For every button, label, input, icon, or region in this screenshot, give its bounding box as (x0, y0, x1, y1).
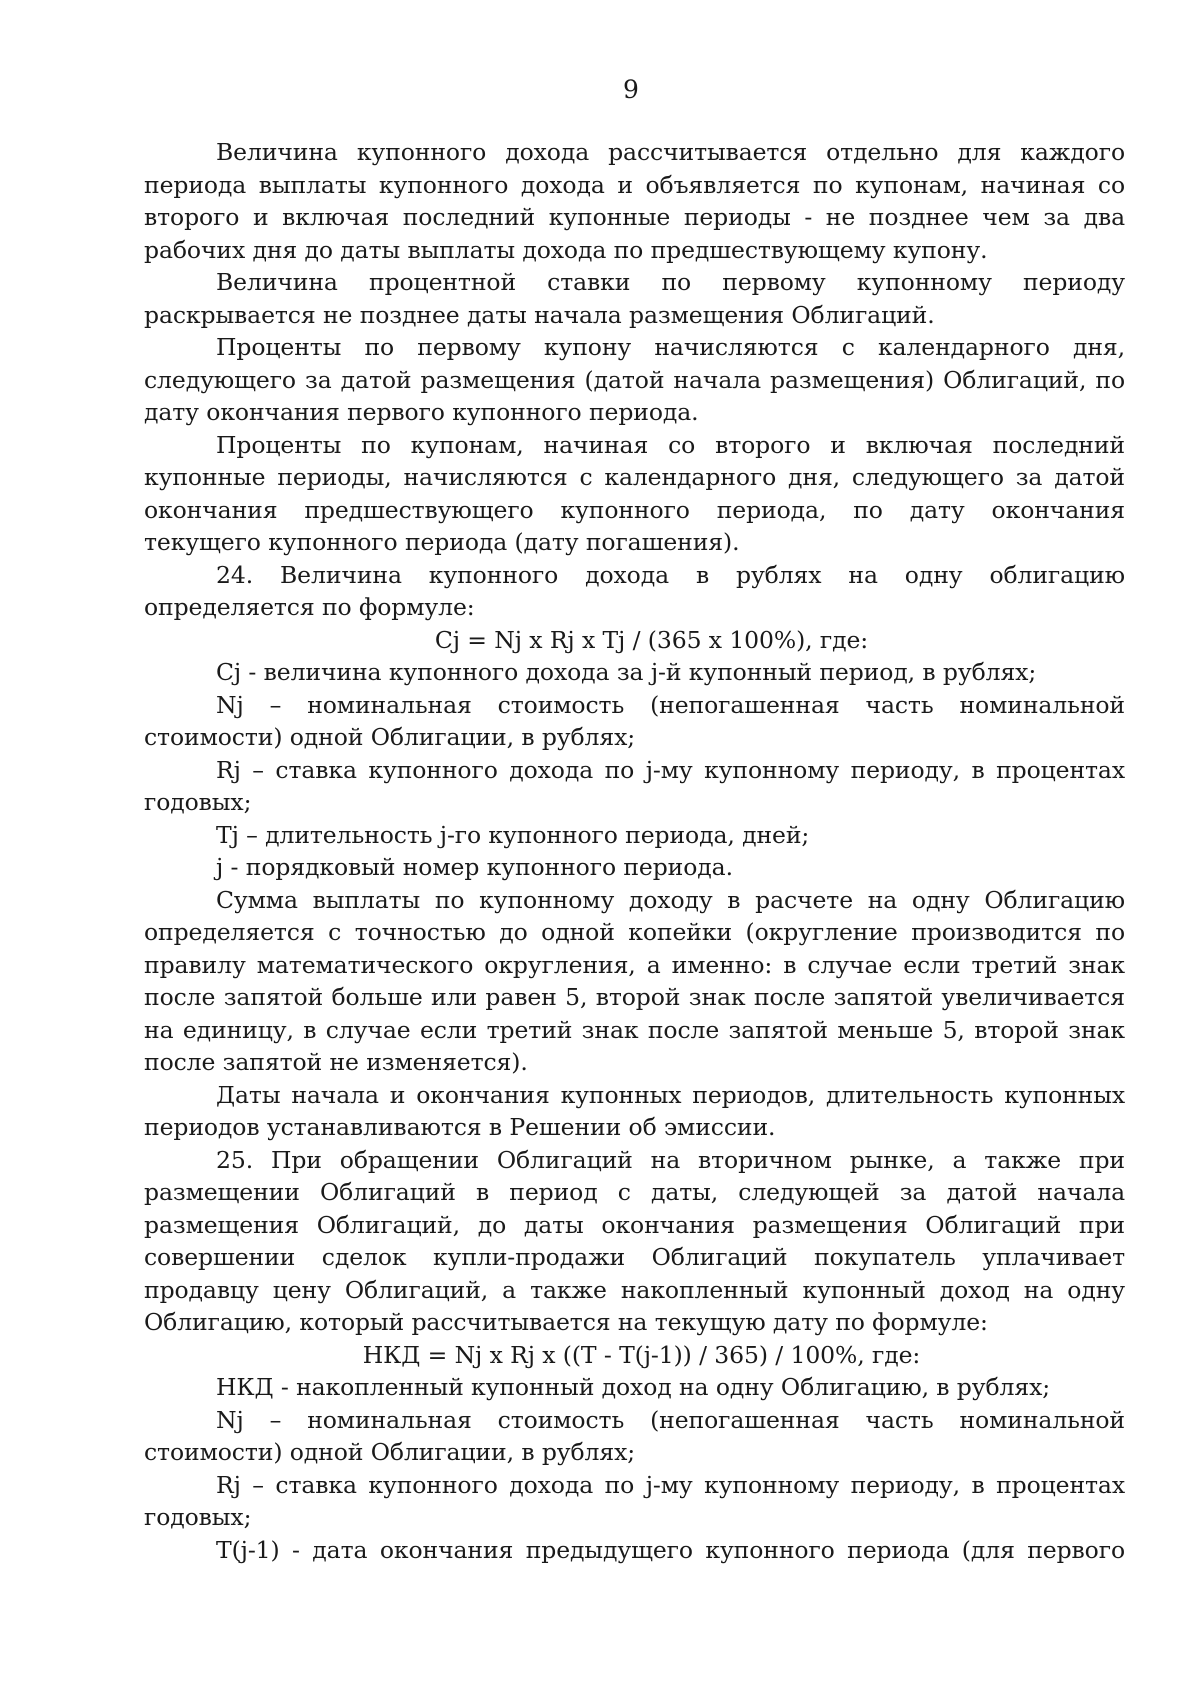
accrued-income-formula: НКД = Nj x Rj x ((T - T(j-1)) / 365) / 100%, где: (362, 1340, 921, 1369)
definition-nj-2: Nj – номинальная стоимость (непогашенная часть номинальной стоимости) одной Облигации, в рублях; (144, 1405, 1125, 1466)
paragraph-first-coupon-rate: Величина процентной ставки по первому купонному периоду раскрывается не позднее даты начала размещения Облигаций. (144, 268, 1125, 329)
paragraph-item-25: 25. При обращении Облигаций на вторичном рынке, а также при размещении Облигаций в период с даты, следующей за датой начала размещения Облигаций, до даты окончания размещения Облигаций при совершении сделок купли-продажи Облигаций покупатель уплачивает продавцу цену Облигаций, а также накопленный купонный доход на одну Облигацию, который рассчитывается на текущую дату по формуле: (144, 1145, 1125, 1336)
coupon-income-formula: Cj = Nj x Rj x Tj / (365 x 100%), где: (434, 625, 869, 654)
page-number: 9 (623, 75, 639, 104)
definition-t-j-minus-1: T(j-1) - дата окончания предыдущего купонного периода (для первого (216, 1535, 1125, 1564)
paragraph-first-coupon-accrual: Проценты по первому купону начисляются с календарного дня, следующего за датой размещения (датой начала размещения) Облигаций, по дату окончания первого купонного периода. (144, 333, 1125, 426)
definition-rj-2: Rj – ставка купонного дохода по j-му купонному периоду, в процентах годовых; (144, 1470, 1125, 1531)
definition-tj: Tj – длительность j-го купонного периода, дней; (216, 820, 810, 849)
paragraph-item-24: 24. Величина купонного дохода в рублях на одну облигацию определяется по формуле: (144, 560, 1125, 621)
definition-cj: Cj - величина купонного дохода за j-й купонный период, в рублях; (216, 658, 1037, 686)
paragraph-coupon-income-calculation: Величина купонного дохода рассчитывается отдельно для каждого периода выплаты купонного дохода и объявляется по купонам, начиная со второго и включая последний купонные периоды - не позднее чем за два рабочих дня до даты выплаты дохода по предшествующему купону. (144, 138, 1125, 264)
paragraph-coupon-dates: Даты начала и окончания купонных периодов, длительность купонных периодов устанавливаются в Решении об эмиссии. (144, 1080, 1125, 1141)
definition-nj: Nj – номинальная стоимость (непогашенная часть номинальной стоимости) одной Облигации, в рублях; (144, 690, 1125, 751)
definition-nkd: НКД - накопленный купонный доход на одну Облигацию, в рублях; (216, 1373, 1051, 1401)
paragraph-rounding-rule: Сумма выплаты по купонному доходу в расчете на одну Облигацию определяется с точностью до одной копейки (округление производится по правилу математического округления, а именно: в случае если третий знак после запятой больше или равен 5, второй знак после запятой увеличивается на единицу, в случае если третий знак после запятой меньше 5, второй знак после запятой не изменяется). (144, 885, 1125, 1076)
paragraph-subsequent-coupon-accrual: Проценты по купонам, начиная со второго и включая последний купонные периоды, начисляются с календарного дня, следующего за датой окончания предшествующего купонного периода, по дату окончания текущего купонного периода (дату погашения). (144, 430, 1125, 556)
document-body (144, 136, 1125, 1566)
definition-rj: Rj – ставка купонного дохода по j-му купонному периоду, в процентах годовых; (144, 755, 1125, 816)
definition-j: j - порядковый номер купонного периода. (216, 853, 733, 881)
